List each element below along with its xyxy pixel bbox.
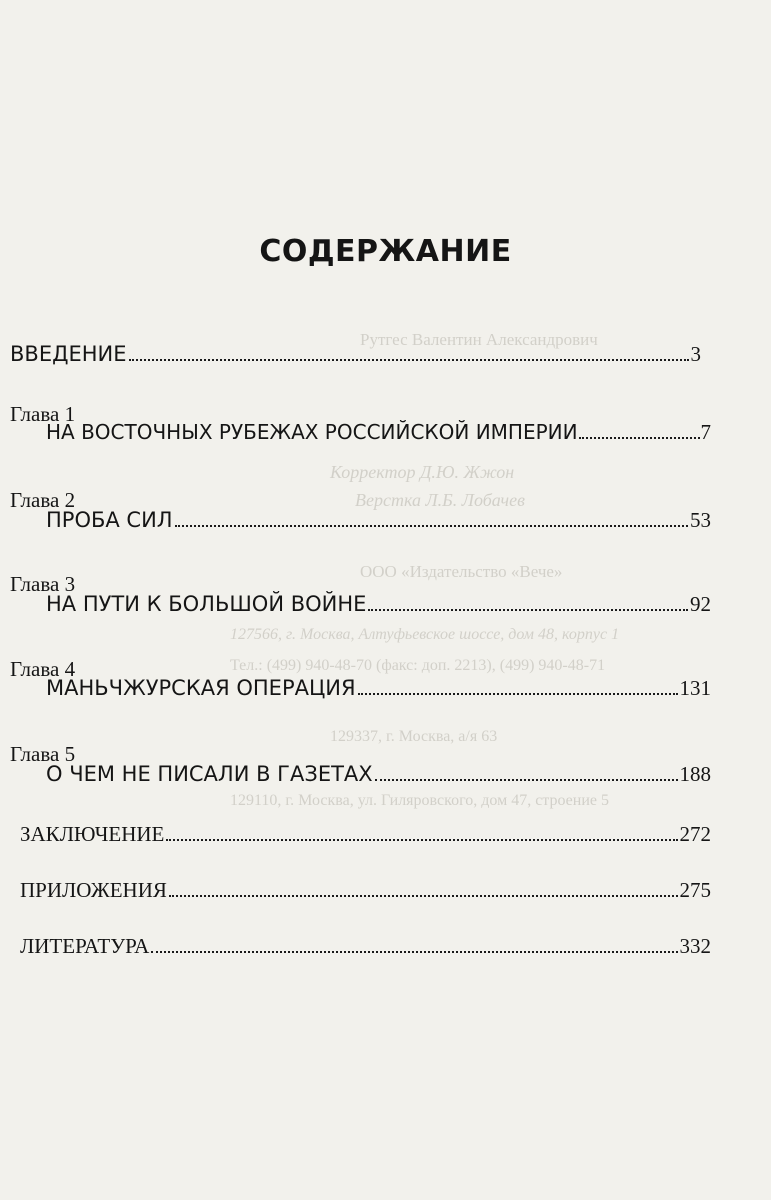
dot-leader bbox=[166, 839, 677, 841]
toc-page-number: 272 bbox=[679, 822, 711, 846]
bleed-through-line: 129110, г. Москва, ул. Гиляровского, дом 47, строение 5 bbox=[230, 792, 609, 809]
toc-entry-chapter-4 bbox=[46, 676, 711, 701]
chapter-number: Глава 3 bbox=[10, 572, 76, 596]
toc-page-number: 3 bbox=[690, 342, 701, 366]
toc-entry-references bbox=[20, 934, 711, 959]
bleed-through-line: ООО «Издательство «Вече» bbox=[360, 562, 563, 581]
toc-entry-label: НА ПУТИ К БОЛЬШОЙ ВОЙНЕ bbox=[46, 592, 367, 616]
toc-entry-label: МАНЬЧЖУРСКАЯ ОПЕРАЦИЯ bbox=[46, 676, 356, 700]
toc-entry-chapter-5 bbox=[46, 762, 711, 787]
toc-entry-label: ЗАКЛЮЧЕНИЕ bbox=[20, 822, 165, 846]
toc-entry-intro bbox=[10, 342, 701, 367]
dot-leader bbox=[368, 609, 688, 611]
toc-page-number: 131 bbox=[679, 676, 711, 700]
dot-leader bbox=[129, 359, 689, 361]
toc-entry-label: ПРОБА СИЛ bbox=[46, 508, 173, 532]
toc-entry-label: О ЧЕМ НЕ ПИСАЛИ В ГАЗЕТАХ bbox=[46, 762, 373, 786]
toc-page-number: 53 bbox=[690, 508, 711, 532]
bleed-through-line: 129337, г. Москва, а/я 63 bbox=[330, 728, 498, 745]
toc-entry-chapter-1 bbox=[46, 420, 711, 445]
toc-entry-label: ЛИТЕРАТУРА bbox=[20, 934, 150, 958]
dot-leader bbox=[169, 895, 678, 897]
toc-entry-label: НА ВОСТОЧНЫХ РУБЕЖАХ РОССИЙСКОЙ ИМПЕРИИ bbox=[46, 420, 578, 444]
page-title: СОДЕРЖАНИЕ bbox=[259, 234, 512, 269]
dot-leader bbox=[151, 951, 677, 953]
bleed-through-line: Рутгес Валентин Александрович bbox=[360, 330, 598, 349]
chapter-number: Глава 5 bbox=[10, 742, 76, 766]
dot-leader bbox=[375, 779, 678, 781]
toc-page-number: 275 bbox=[679, 878, 711, 902]
toc-page-number: 188 bbox=[679, 762, 711, 786]
toc-entry-conclusion bbox=[20, 822, 711, 847]
toc-page-number: 92 bbox=[690, 592, 711, 616]
bleed-through-line: 127566, г. Москва, Алтуфьевское шоссе, дом 48, корпус 1 bbox=[230, 626, 620, 643]
bleed-through-line: Верстка Л.Б. Лобачев bbox=[355, 490, 525, 510]
toc-entry-appendices bbox=[20, 878, 711, 903]
chapter-number: Глава 2 bbox=[10, 488, 76, 512]
toc-entry-label: ПРИЛОЖЕНИЯ bbox=[20, 878, 167, 902]
bleed-through-line: Тел.: (499) 940-48-70 (факс: доп. 2213), (499) 940-48-71 bbox=[230, 657, 606, 674]
dot-leader bbox=[175, 525, 688, 527]
dot-leader bbox=[579, 437, 700, 439]
toc-entry-chapter-2 bbox=[46, 508, 711, 533]
dot-leader bbox=[358, 693, 678, 695]
chapter-number: Глава 4 bbox=[10, 657, 76, 681]
chapter-number: Глава 1 bbox=[10, 402, 76, 426]
toc-entry-chapter-3 bbox=[46, 592, 711, 617]
toc-entry-label: ВВЕДЕНИЕ bbox=[10, 342, 127, 366]
toc-page-number: 7 bbox=[700, 420, 711, 444]
toc-page-number: 332 bbox=[679, 934, 711, 958]
bleed-through-line: Корректор Д.Ю. Жжон bbox=[330, 462, 515, 482]
